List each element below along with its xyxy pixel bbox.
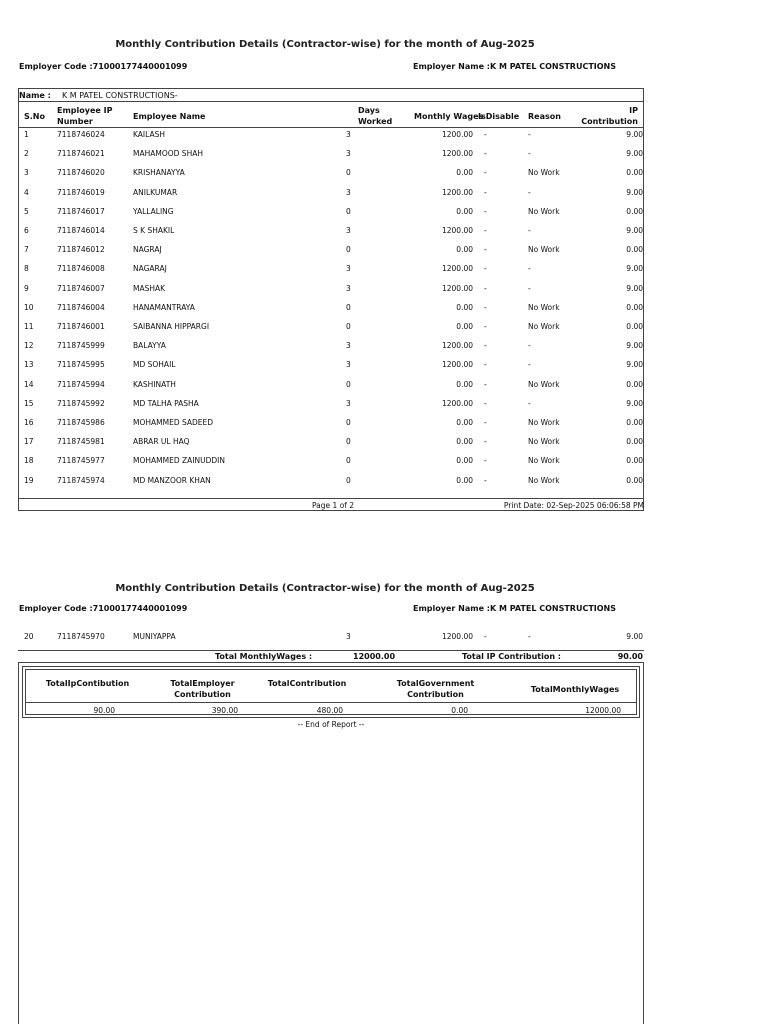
cell-wages: 1200.00 [441,341,473,351]
page1-table-frame [18,88,644,511]
cell-contrib: 0.00 [626,168,643,178]
cell-name: KRISHANAYYA [133,168,185,178]
col-reason: Reason [528,112,561,121]
cell-ip: 7118745986 [57,418,105,427]
cell-contrib: 0.00 [626,437,643,447]
cell-name: ABRAR UL HAQ [133,437,190,447]
cell-disable: - [484,475,487,485]
cell-days: 0 [346,456,351,466]
cell-name: MOHAMMED ZAINUDDIN [133,456,225,466]
cell-name: S K SHAKIL [133,226,175,235]
total-wages-value: 12000.00 [353,652,396,661]
cell-ip: 7118745981 [57,437,105,447]
cell-disable: - [484,418,487,427]
cell-sno: 12 [24,341,34,351]
cell-days: 0 [346,475,351,485]
cell-contrib: 0.00 [626,475,643,485]
employer-name-p2: Employer Name :K M PATEL CONSTRUCTIONS [413,604,617,613]
cell-reason: No Work [528,437,560,447]
cell-reason: No Work [528,206,560,216]
cell-ip: 7118746014 [57,226,105,235]
cell-disable: - [484,226,487,235]
cell-ip: 7118746007 [57,283,105,293]
cell-wages: 0.00 [456,475,473,485]
cell-reason: - [528,149,531,159]
cell-wages: 1200.00 [441,398,473,408]
cell-days: 0 [346,206,351,216]
cell-days: 3 [346,283,351,293]
employer-code: Employer Code :71000177440001099 [19,62,188,71]
cell-contrib: 9.00 [626,360,643,370]
cell-sno: 11 [24,322,34,331]
cell-wages: 1200.00 [441,360,473,370]
cell-ip: 7118745992 [57,398,105,408]
cell-days: 3 [346,398,351,408]
cell-disable: - [484,379,487,389]
total-wages-label: Total MonthlyWages : [215,652,313,661]
cell-disable: - [484,632,487,641]
divider [18,650,644,651]
summary-value-government: 0.00 [451,706,468,715]
cell-reason: - [528,283,531,293]
cell-reason: - [528,226,531,235]
cell-contrib: 0.00 [626,245,643,255]
cell-reason: No Work [528,302,560,312]
cell-wages: 0.00 [456,456,473,466]
cell-reason: - [528,398,531,408]
cell-ip: 7118745977 [57,456,105,466]
cell-ip: 7118746020 [57,168,105,178]
print-date: Print Date: 02-Sep-2025 06:06:58 PM [503,501,644,510]
cell-name: NAGARAJ [133,264,167,274]
cell-disable: - [484,302,487,312]
cell-contrib: 0.00 [626,206,643,216]
cell-sno: 5 [24,206,29,216]
cell-ip: 7118746012 [57,245,105,255]
cell-reason: - [528,341,531,351]
cell-sno: 8 [24,264,29,274]
cell-ip: 7118746024 [57,130,105,139]
name-value: K M PATEL CONSTRUCTIONS- [62,91,178,100]
cell-sno: 18 [24,456,34,466]
cell-sno: 4 [24,187,29,197]
cell-days: 3 [346,341,351,351]
cell-wages: 0.00 [456,322,473,331]
cell-contrib: 9.00 [626,149,643,159]
cell-name: MD MANZOOR KHAN [133,475,211,485]
cell-sno: 3 [24,168,29,178]
cell-name: HANAMANTRAYA [133,302,195,312]
cell-sno: 15 [24,398,34,408]
cell-contrib: 9.00 [626,187,643,197]
employer-name: Employer Name :K M PATEL CONSTRUCTIONS [413,62,617,71]
page-number: Page 1 of 2 [312,501,355,510]
cell-days: 0 [346,418,351,427]
employer-code-p2: Employer Code :71000177440001099 [19,604,188,613]
cell-ip: 7118745995 [57,360,105,370]
cell-sno: 14 [24,379,34,389]
cell-contrib: 0.00 [626,418,643,427]
cell-sno: 13 [24,360,34,370]
cell-sno: 16 [24,418,34,427]
summary-header-government: TotalGovernment Contribution [396,679,475,699]
cell-wages: 0.00 [456,302,473,312]
col-ip-number: Employee IP Number [57,106,113,126]
cell-reason: - [528,130,531,139]
cell-sno: 10 [24,302,34,312]
cell-sno: 1 [24,130,29,139]
cell-wages: 0.00 [456,437,473,447]
col-ip-contribution: IP Contribution [581,106,638,126]
col-monthly-wages: Monthly Wages [414,112,484,121]
cell-disable: - [484,264,487,274]
cell-ip: 7118745974 [57,475,105,485]
cell-reason: No Work [528,475,560,485]
cell-wages: 0.00 [456,418,473,427]
cell-name: YALLALING [133,206,174,216]
cell-wages: 0.00 [456,168,473,178]
cell-name: MD TALHA PASHA [133,398,199,408]
cell-sno: 17 [24,437,34,447]
summary-divider [25,702,637,703]
cell-ip: 7118746019 [57,187,105,197]
cell-reason: - [528,264,531,274]
cell-contrib: 0.00 [626,379,643,389]
cell-reason: No Work [528,168,560,178]
cell-name: MASHAK [133,283,166,293]
cell-wages: 0.00 [456,245,473,255]
cell-disable: - [484,437,487,447]
cell-ip: 7118745970 [57,632,105,641]
cell-name: ANILKUMAR [133,187,178,197]
cell-disable: - [484,206,487,216]
cell-contrib: 9.00 [626,283,643,293]
cell-disable: - [484,245,487,255]
cell-contrib: 0.00 [626,322,643,331]
col-sno: S.No [24,112,45,121]
summary-header-total: TotalContribution [267,679,347,688]
cell-contrib: 9.00 [626,226,643,235]
summary-header-ip: TotalIpContibution [45,679,130,688]
cell-wages: 0.00 [456,206,473,216]
cell-reason: No Work [528,322,560,331]
divider [18,498,644,499]
col-isdisable: IsDisable [478,112,520,121]
cell-wages: 1200.00 [441,187,473,197]
cell-days: 0 [346,379,351,389]
cell-name: SAIBANNA HIPPARGI [133,322,210,331]
cell-ip: 7118746021 [57,149,105,159]
cell-disable: - [484,360,487,370]
cell-days: 3 [346,632,351,641]
cell-reason: No Work [528,245,560,255]
col-employee-name: Employee Name [133,112,206,121]
report-title-p2: Monthly Contribution Details (Contractor-wise) for the month of Aug-2025 [115,583,535,594]
cell-reason: No Work [528,379,560,389]
cell-disable: - [484,149,487,159]
cell-disable: - [484,130,487,139]
total-ip-value: 90.00 [617,652,643,661]
cell-disable: - [484,398,487,408]
cell-ip: 7118746004 [57,302,105,312]
cell-wages: 1200.00 [441,283,473,293]
cell-ip: 7118746008 [57,264,105,274]
total-ip-label: Total IP Contribution : [462,652,562,661]
cell-sno: 6 [24,226,29,235]
cell-contrib: 0.00 [626,302,643,312]
cell-reason: - [528,187,531,197]
cell-sno: 20 [24,632,34,641]
cell-days: 3 [346,360,351,370]
cell-name: MOHAMMED SADEED [133,418,214,427]
cell-days: 0 [346,437,351,447]
col-days-worked: Days Worked [358,106,393,126]
cell-wages: 1200.00 [441,632,473,641]
cell-ip: 7118746017 [57,206,105,216]
summary-value-total: 480.00 [316,706,343,715]
name-label: Name : [19,91,51,100]
cell-disable: - [484,168,487,178]
cell-wages: 1200.00 [441,264,473,274]
cell-name: KASHINATH [133,379,176,389]
cell-name: NAGRAJ [133,245,162,255]
cell-days: 3 [346,264,351,274]
summary-header-employer: TotalEmployer Contribution [170,679,235,699]
divider [18,127,644,128]
summary-value-ip: 90.00 [93,706,115,715]
cell-contrib: 9.00 [626,398,643,408]
cell-days: 3 [346,149,351,159]
divider [18,101,644,102]
cell-wages: 0.00 [456,379,473,389]
cell-name: MUNIYAPPA [133,632,176,641]
summary-value-wages: 12000.00 [585,706,621,715]
cell-days: 0 [346,322,351,331]
cell-disable: - [484,456,487,466]
cell-contrib: 9.00 [626,341,643,351]
cell-days: 0 [346,302,351,312]
cell-days: 3 [346,130,351,139]
cell-ip: 7118746001 [57,322,105,331]
end-of-report: -- End of Report -- [297,720,365,729]
cell-sno: 9 [24,283,29,293]
cell-sno: 19 [24,475,34,485]
cell-reason: No Work [528,418,560,427]
summary-header-wages: TotalMonthlyWages [530,685,620,694]
cell-contrib: 9.00 [626,264,643,274]
cell-name: MD SOHAIL [133,360,176,370]
cell-contrib: 9.00 [626,130,643,139]
report-title: Monthly Contribution Details (Contractor-wise) for the month of Aug-2025 [115,39,535,50]
cell-sno: 7 [24,245,29,255]
cell-reason: No Work [528,456,560,466]
cell-name: KAILASH [133,130,166,139]
cell-days: 3 [346,187,351,197]
cell-wages: 1200.00 [441,149,473,159]
cell-days: 0 [346,245,351,255]
summary-value-employer: 390.00 [211,706,238,715]
cell-reason: - [528,360,531,370]
cell-name: MAHAMOOD SHAH [133,149,203,159]
cell-disable: - [484,187,487,197]
cell-contrib: 0.00 [626,456,643,466]
cell-sno: 2 [24,149,29,159]
cell-disable: - [484,322,487,331]
cell-disable: - [484,341,487,351]
cell-reason: - [528,632,531,641]
cell-days: 0 [346,168,351,178]
cell-ip: 7118745994 [57,379,105,389]
cell-wages: 1200.00 [441,130,473,139]
cell-ip: 7118745999 [57,341,105,351]
cell-disable: - [484,283,487,293]
cell-contrib: 9.00 [626,632,643,641]
cell-days: 3 [346,226,351,235]
cell-name: BALAYYA [133,341,166,351]
cell-wages: 1200.00 [441,226,473,235]
